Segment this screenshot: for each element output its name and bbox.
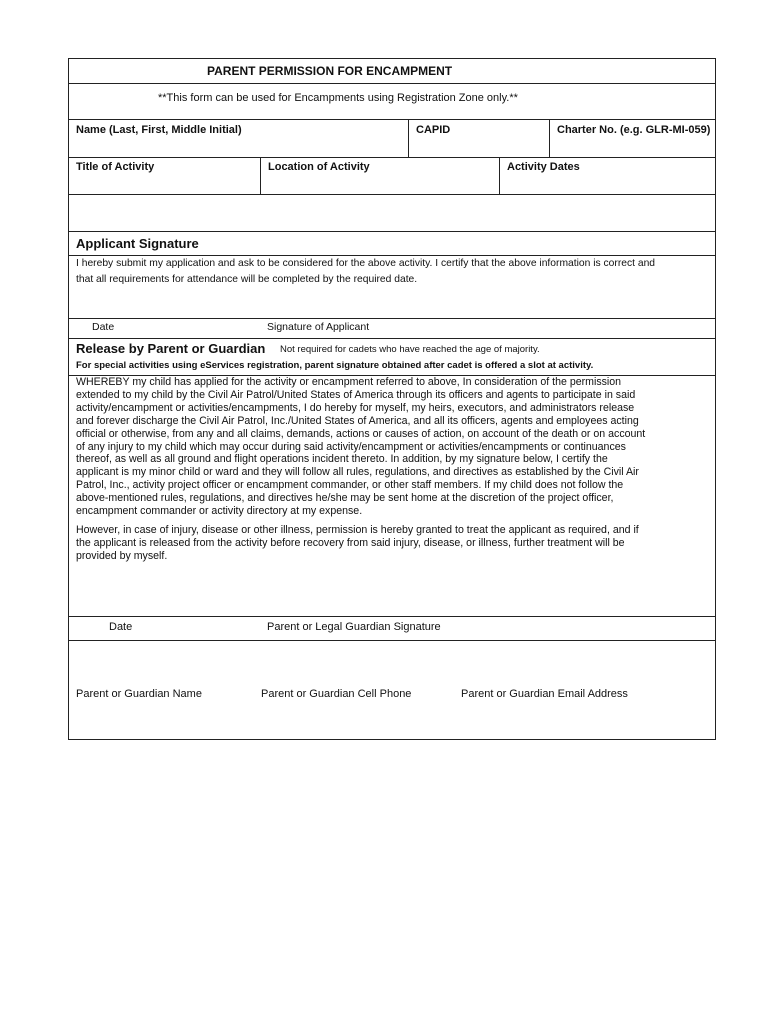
- release-paragraph-2: [76, 524, 699, 563]
- location-of-activity-field[interactable]: [260, 158, 499, 194]
- location-of-activity-label: Location of Activity: [268, 161, 370, 173]
- applicant-statement-row: [69, 255, 715, 318]
- release-line: the applicant is released from the activity before recovery from said injury, disease, or illness, further treatment will be: [76, 536, 625, 549]
- majority-note: Not required for cadets who have reached the age of majority.: [280, 344, 540, 355]
- name-field[interactable]: [69, 120, 408, 157]
- applicant-heading-row: [69, 231, 715, 255]
- guardian-email-label: Parent or Guardian Email Address: [461, 688, 628, 700]
- guardian-email-field[interactable]: [455, 641, 715, 741]
- applicant-signature-row: [69, 318, 715, 338]
- blank-entry-row[interactable]: [69, 194, 715, 231]
- release-line: of any injury to my child which may occur during said activity/encampment or activities/encampments or continuances: [76, 440, 626, 453]
- release-heading: Release by Parent or Guardian: [76, 341, 266, 356]
- title-of-activity-label: Title of Activity: [76, 161, 155, 173]
- applicant-signature-field[interactable]: [255, 319, 453, 338]
- activity-dates-field[interactable]: [499, 158, 715, 194]
- guardian-date-label: Date: [109, 621, 133, 633]
- guardian-signature-field[interactable]: [259, 617, 715, 640]
- title-of-activity-field[interactable]: [69, 158, 260, 194]
- release-line: thereof, as well as all ground and flight operations incident thereto. In addition, by my signature below, I certify the: [76, 453, 608, 466]
- guardian-signature-row: [69, 616, 715, 640]
- guardian-name-label: Parent or Guardian Name: [76, 688, 202, 700]
- release-line: However, in case of injury, disease or other illness, permission is hereby granted to treat the applicant as required, and if: [76, 524, 639, 536]
- capid-field[interactable]: [408, 120, 549, 157]
- activity-row: [69, 157, 715, 194]
- form-title: PARENT PERMISSION FOR ENCAMPMENT: [207, 64, 453, 78]
- applicant-statement-line2: that all requirements for attendance will be completed by the required date.: [76, 274, 418, 285]
- note-row: [69, 83, 715, 119]
- title-row: [69, 59, 715, 83]
- release-line: WHEREBY my child has applied for the activity or encampment referred to above, In consideration of the permission: [76, 376, 622, 388]
- permission-form: [68, 58, 716, 740]
- release-line: applicant is my minor child or ward and they will follow all rules, regulations, and directives as established by the Civil Air: [76, 466, 639, 479]
- charter-label: Charter No. (e.g. GLR-MI-059): [557, 124, 711, 136]
- release-line: encampment commander or activity directory at my expense.: [76, 505, 363, 518]
- release-line: above-mentioned rules, regulations, and directives he/she may be sent home at the discretion of the project officer,: [76, 492, 614, 505]
- identity-row: [69, 119, 715, 157]
- capid-label: CAPID: [416, 124, 451, 136]
- name-label: Name (Last, First, Middle Initial): [76, 124, 242, 136]
- release-heading-row: [69, 338, 715, 375]
- guardian-date-field[interactable]: [69, 617, 259, 640]
- release-line: Patrol, Inc., activity project officer or encampment commander, or other staff members. If my child does not follow the: [76, 479, 624, 492]
- guardian-signature-label: Parent or Legal Guardian Signature: [267, 621, 441, 633]
- guardian-contact-row: [69, 640, 715, 741]
- applicant-statement-line1: I hereby submit my application and ask to be considered for the above activity. I certify that the above information is correct and: [76, 258, 656, 269]
- guardian-phone-label: Parent or Guardian Cell Phone: [261, 688, 412, 700]
- signature-line-gap: [453, 319, 715, 320]
- guardian-name-field[interactable]: [69, 641, 255, 741]
- applicant-signature-label: Signature of Applicant: [267, 321, 370, 333]
- release-paragraph-1: [76, 376, 699, 518]
- release-text-row: [69, 375, 715, 616]
- release-line: extended to my child by the Civil Air Patrol/United States of America through its officers and agents to participate in said: [76, 388, 636, 401]
- guardian-phone-field[interactable]: [255, 641, 455, 741]
- applicant-date-field[interactable]: [69, 319, 255, 338]
- release-line: provided by myself.: [76, 549, 168, 562]
- charter-field[interactable]: [549, 120, 715, 157]
- applicant-signature-heading: Applicant Signature: [76, 236, 199, 251]
- eservices-note: For special activities using eServices registration, parent signature obtained after cadet is offered a slot at activity.: [76, 360, 594, 371]
- release-line: activity/encampment or activities/encampments, I do hereby for myself, my heirs, executors, and administrators release: [76, 401, 635, 414]
- registration-note: **This form can be used for Encampments using Registration Zone only.**: [158, 92, 518, 104]
- applicant-date-label: Date: [92, 321, 115, 333]
- release-line: and forever discharge the Civil Air Patrol, Inc./United States of America, and all its officers, agents and employees acting: [76, 414, 639, 427]
- activity-dates-label: Activity Dates: [507, 161, 580, 173]
- release-line: official or otherwise, from any and all claims, demands, actions or causes of action, on account of the death or on account: [76, 427, 646, 440]
